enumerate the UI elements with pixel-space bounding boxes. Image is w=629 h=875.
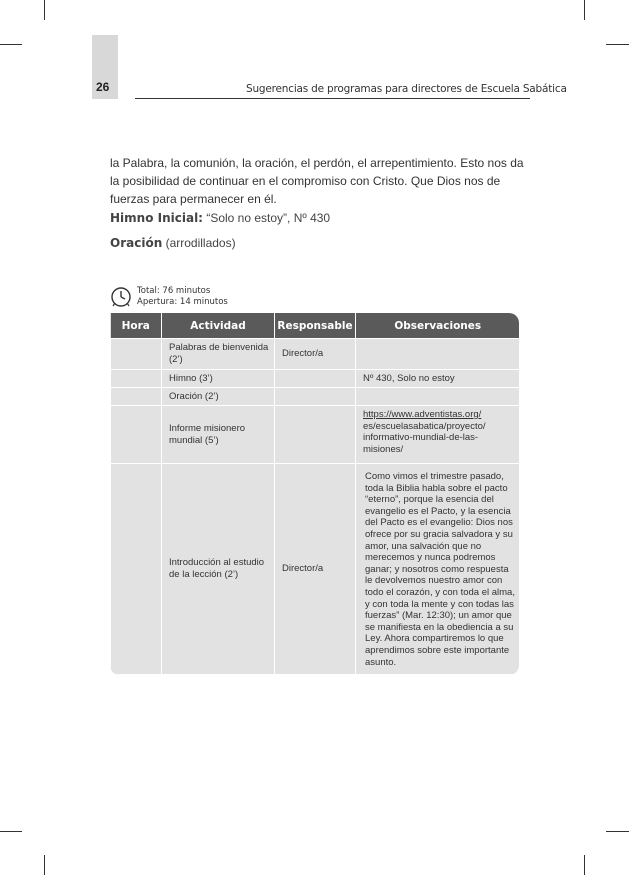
crop-mark (606, 44, 629, 45)
table-row (111, 370, 520, 388)
table-row (111, 464, 520, 675)
cell-actividad: Introducción al estudio de la lección (2’) (162, 464, 275, 675)
table-row (111, 406, 520, 464)
cell-responsable (275, 406, 356, 464)
header-rule (135, 98, 530, 99)
paragraph-line: la Palabra, la comunión, la oración, el perdón, el arrepentimiento. Esto nos da (110, 156, 524, 170)
body-paragraph (110, 154, 530, 208)
hymn-label: Himno Inicial: (110, 211, 203, 225)
cell-observaciones (356, 406, 520, 464)
mission-report-link[interactable]: https://www.adventistas.org/ (363, 409, 482, 420)
clock-icon (110, 286, 132, 308)
paragraph-line: la posibilidad de continuar en el compromiso con Cristo. Que Dios nos de (110, 174, 501, 188)
crop-mark (44, 0, 45, 20)
prayer-value: (arrodillados) (162, 236, 236, 250)
crop-mark (584, 855, 585, 875)
table-row (111, 388, 520, 406)
cell-observaciones: Como vimos el trimestre pasado, toda la Biblia habla sobre el pacto “eterno”, porque la esencia del evangelio es el Pacto, y la esencia del Pacto es el evangelio: Dios nos ofrece por su gracia salvadora y su amor, una salvación que no merecemos y nunca podremos ganar; y nosotros como respuesta le devolvemos nuestro amor con todo el corazón, y con toda el alma, y con toda la mente y con todas las fuerzas” (Mar. 12:30); un amor que se manifiesta en la obediencia a su Ley. Ahora compartiremos lo que aprendimos sobre este importante asunto. (356, 464, 520, 675)
opening-time: Apertura: 14 minutos (137, 297, 228, 307)
prayer-line (110, 236, 236, 250)
page-number: 26 (96, 80, 110, 94)
table-row (111, 339, 520, 370)
cell-observaciones (356, 388, 520, 406)
cell-actividad: Informe misionero mundial (5’) (162, 406, 275, 464)
crop-mark (44, 855, 45, 875)
cell-responsable (275, 388, 356, 406)
prayer-label: Oración (110, 236, 163, 250)
timing-info (137, 286, 228, 308)
cell-actividad: Palabras de bienvenida (2’) (162, 339, 275, 370)
hymn-value: “Solo no estoy”, Nº 430 (202, 211, 331, 225)
link-continuation: es/escuelasabatica/proyecto/ informativo-mundial-de-las- misiones/ (363, 420, 486, 455)
cell-responsable: Director/a (275, 339, 356, 370)
cell-responsable: Director/a (275, 464, 356, 675)
crop-mark (584, 0, 585, 20)
table-header-row (111, 313, 520, 339)
crop-mark (0, 44, 22, 45)
opening-hymn-line (110, 211, 330, 225)
running-title: Sugerencias de programas para directores de Escuela Sabática (246, 83, 567, 95)
total-time: Total: 76 minutos (137, 286, 211, 296)
cell-responsable (275, 370, 356, 388)
cell-observaciones (356, 339, 520, 370)
cell-observaciones: Nº 430, Solo no estoy (356, 370, 520, 388)
crop-mark (606, 831, 629, 832)
column-header: Actividad (162, 313, 275, 339)
column-header: Observaciones (356, 313, 520, 339)
column-header: Responsable (275, 313, 356, 339)
cell-hora (111, 339, 162, 370)
cell-hora (111, 464, 162, 675)
cell-actividad: Himno (3’) (162, 370, 275, 388)
cell-actividad: Oración (2’) (162, 388, 275, 406)
cell-hora (111, 406, 162, 464)
program-table (110, 313, 519, 675)
paragraph-line: fuerzas para permanecer en él. (110, 192, 277, 206)
crop-mark (0, 831, 22, 832)
cell-hora (111, 388, 162, 406)
column-header: Hora (111, 313, 162, 339)
cell-hora (111, 370, 162, 388)
